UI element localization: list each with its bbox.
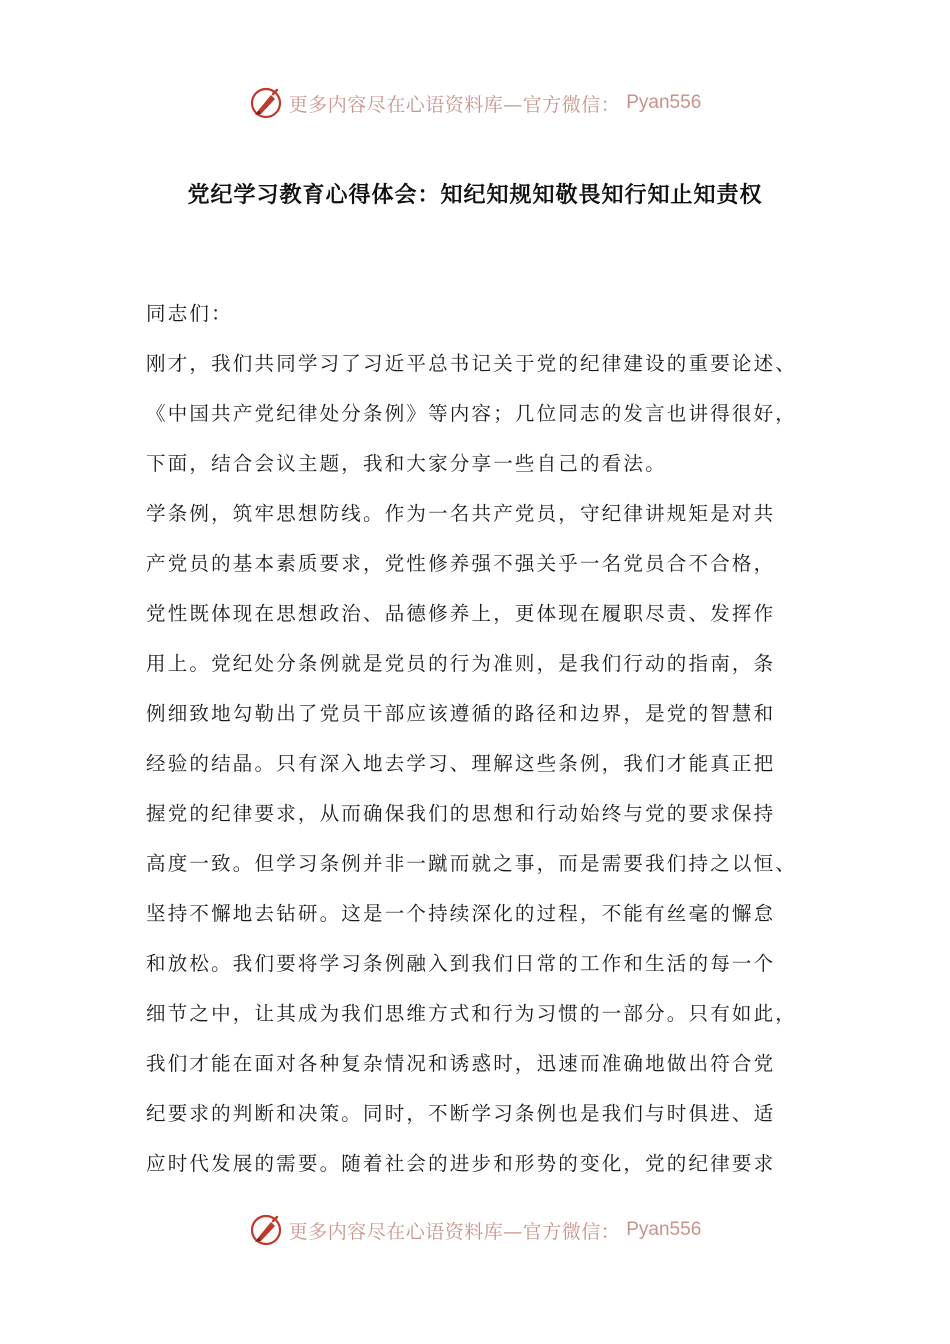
watermark-text: 更多内容尽在心语资料库—官方微信：: [288, 93, 621, 116]
header-watermark-banner: [0, 81, 950, 125]
body-line: 下面，结合会议主题，我和大家分享一些自己的看法。: [146, 452, 667, 475]
pen-nib-logo-icon: [249, 86, 283, 120]
body-line: 刚才，我们共同学习了习近平总书记关于党的纪律建设的重要论述、: [146, 352, 798, 375]
body-line: 产党员的基本素质要求，党性修养强不强关乎一名党员合不合格，: [146, 552, 776, 575]
body-line: 细节之中，让其成为我们思维方式和行为习惯的一部分。只有如此，: [146, 1002, 798, 1025]
document-title: 党纪学习教育心得体会：知纪知规知敬畏知行知止知责权: [187, 182, 763, 208]
body-line: 学条例，筑牢思想防线。作为一名共产党员，守纪律讲规矩是对共: [146, 502, 776, 525]
body-line: 经验的结晶。只有深入地去学习、理解这些条例，我们才能真正把: [146, 752, 776, 775]
document-body: [146, 298, 836, 1198]
body-line: 用上。党纪处分条例就是党员的行为准则，是我们行动的指南，条: [146, 652, 776, 675]
watermark-text: 更多内容尽在心语资料库—官方微信：: [288, 1220, 621, 1243]
body-line: 党性既体现在思想政治、品德修养上，更体现在履职尽责、发挥作: [146, 602, 776, 625]
pen-nib-logo-icon: [249, 1213, 283, 1247]
wechat-id: Pyan556: [626, 92, 702, 113]
body-line: 我们才能在面对各种复杂情况和诱惑时，迅速而准确地做出符合党: [146, 1052, 776, 1075]
body-line: 高度一致。但学习条例并非一蹴而就之事，而是需要我们持之以恒、: [146, 852, 798, 875]
salutation-line: 同志们：: [146, 302, 233, 325]
body-line: 和放松。我们要将学习条例融入到我们日常的工作和生活的每一个: [146, 952, 776, 975]
body-line: 坚持不懈地去钻研。这是一个持续深化的过程，不能有丝毫的懈怠: [146, 902, 776, 925]
body-line: 《中国共产党纪律处分条例》等内容；几位同志的发言也讲得很好，: [146, 402, 798, 425]
wechat-id: Pyan556: [626, 1219, 702, 1240]
body-line: 纪要求的判断和决策。同时，不断学习条例也是我们与时俱进、适: [146, 1102, 776, 1125]
body-line: 握党的纪律要求，从而确保我们的思想和行动始终与党的要求保持: [146, 802, 776, 825]
body-line: 例细致地勾勒出了党员干部应该遵循的路径和边界，是党的智慧和: [146, 702, 776, 725]
body-line: 应时代发展的需要。随着社会的进步和形势的变化，党的纪律要求: [146, 1152, 776, 1175]
footer-watermark-banner: [0, 1208, 950, 1252]
